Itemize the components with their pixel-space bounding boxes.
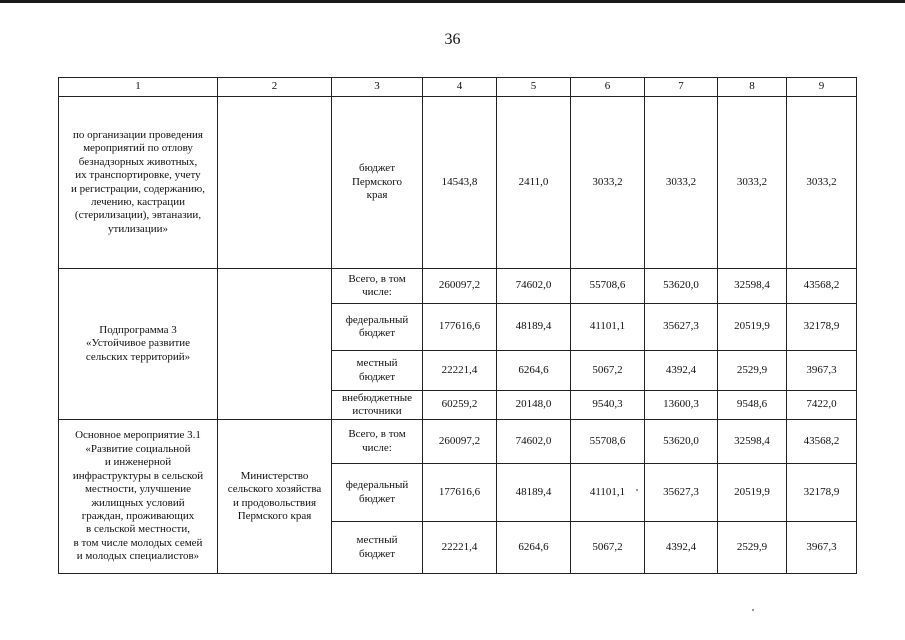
value-cell: 9540,3 [571, 391, 645, 420]
funding-source-cell: Всего, в том числе: [332, 269, 423, 304]
value-cell: 55708,6 [571, 269, 645, 304]
value-cell: 43568,2 [787, 269, 857, 304]
value-cell: 260097,2 [423, 420, 497, 464]
value-cell: 5067,2 [571, 351, 645, 391]
main-event-name-line: Основное мероприятие 3.1 [75, 429, 201, 442]
main-event-name-line: инфраструктуры в сельской [72, 469, 204, 482]
header-cell: 7 [645, 78, 718, 97]
value-cell: 6264,6 [497, 351, 571, 391]
event-name-line: по организации проведения [72, 128, 203, 141]
executor-line: и продовольствия [232, 496, 317, 509]
event-name-line: безнадзорных животных, [78, 155, 198, 168]
value-cell: 55708,6 [571, 420, 645, 464]
table-row [59, 97, 857, 269]
value-cell: 35627,3 [645, 304, 718, 351]
header-cell: 6 [571, 78, 645, 97]
subprogram-name-line: Подпрограмма 3 [99, 323, 177, 336]
subprogram-name-line: «Устойчивое развитие [85, 337, 191, 350]
value-cell: 3967,3 [787, 522, 857, 574]
value-cell: 60259,2 [423, 391, 497, 420]
funding-source-cell: внебюджетные источники [332, 391, 423, 420]
value-cell: 43568,2 [787, 420, 857, 464]
value-cell: 3033,2 [718, 97, 787, 269]
funding-source-cell: местный бюджет [332, 522, 423, 574]
value-cell: 4392,4 [645, 522, 718, 574]
value-cell: 177616,6 [423, 304, 497, 351]
value-cell: 3033,2 [645, 97, 718, 269]
value-cell: 48189,4 [497, 464, 571, 522]
value-cell: 32178,9 [787, 464, 857, 522]
value-cell: 260097,2 [423, 269, 497, 304]
main-event-name-line: граждан, проживающих [81, 509, 195, 522]
table-row [59, 420, 857, 464]
header-cell: 1 [59, 78, 218, 97]
value-cell: 41101,1 [571, 464, 645, 522]
value-cell: 7422,0 [787, 391, 857, 420]
value-cell: 2411,0 [497, 97, 571, 269]
executor-cell [218, 269, 332, 420]
value-cell: 20519,9 [718, 304, 787, 351]
value-cell: 32598,4 [718, 269, 787, 304]
value-cell: 32598,4 [718, 420, 787, 464]
value-cell: 3967,3 [787, 351, 857, 391]
value-cell: 22221,4 [423, 522, 497, 574]
event-name-line: мероприятий по отлову [83, 142, 193, 155]
value-cell: 74602,0 [497, 420, 571, 464]
value-cell: 53620,0 [645, 420, 718, 464]
funding-source-cell: федеральный бюджет [332, 464, 423, 522]
event-name-cell [59, 97, 218, 269]
value-cell: 9548,6 [718, 391, 787, 420]
value-cell: 74602,0 [497, 269, 571, 304]
event-name-line: лечению, кастрации [91, 195, 185, 208]
subprogram-name-line: сельских территорий» [85, 350, 191, 363]
value-cell: 4392,4 [645, 351, 718, 391]
value-cell: 32178,9 [787, 304, 857, 351]
funding-source-cell: бюджет Пермского края [332, 97, 423, 269]
executor-cell [218, 420, 332, 574]
value-cell: 41101,1 [571, 304, 645, 351]
funding-source-cell: федеральный бюджет [332, 304, 423, 351]
header-cell: 5 [497, 78, 571, 97]
value-cell: 13600,3 [645, 391, 718, 420]
scan-speck [636, 489, 638, 491]
main-event-name-line: в том числе молодых семей [73, 536, 203, 549]
main-event-name-line: и инженерной [104, 456, 172, 469]
value-cell: 5067,2 [571, 522, 645, 574]
executor-line: Пермского края [237, 509, 312, 522]
main-event-name-line: в сельской местности, [86, 523, 190, 536]
header-cell: 2 [218, 78, 332, 97]
header-cell: 4 [423, 78, 497, 97]
value-cell: 53620,0 [645, 269, 718, 304]
header-cell: 9 [787, 78, 857, 97]
executor-line: Министерство [240, 469, 309, 482]
value-cell: 22221,4 [423, 351, 497, 391]
page-number: 36 [444, 31, 461, 48]
main-event-name-line: местности, улучшение [84, 483, 192, 496]
value-cell: 3033,2 [571, 97, 645, 269]
scan-speck [752, 609, 754, 611]
main-event-name-line: жилищных условий [91, 496, 185, 509]
header-cell: 3 [332, 78, 423, 97]
header-row [59, 78, 857, 97]
main-event-name-line: и молодых специалистов» [76, 550, 200, 563]
scan-top-edge [0, 0, 905, 3]
budget-table [58, 77, 857, 574]
header-cell: 8 [718, 78, 787, 97]
value-cell: 14543,8 [423, 97, 497, 269]
value-cell: 6264,6 [497, 522, 571, 574]
value-cell: 3033,2 [787, 97, 857, 269]
table-row [59, 269, 857, 304]
value-cell: 177616,6 [423, 464, 497, 522]
executor-line: сельского хозяйства [227, 483, 322, 496]
value-cell: 20148,0 [497, 391, 571, 420]
subprogram-name-cell [59, 269, 218, 420]
executor-cell [218, 97, 332, 269]
value-cell: 2529,9 [718, 351, 787, 391]
funding-source-cell: местный бюджет [332, 351, 423, 391]
event-name-line: их транспортировке, учету [75, 169, 201, 182]
value-cell: 48189,4 [497, 304, 571, 351]
value-cell: 35627,3 [645, 464, 718, 522]
event-name-line: (стерилизации), эвтаназии, [74, 209, 202, 222]
value-cell: 20519,9 [718, 464, 787, 522]
funding-source-cell: Всего, в том числе: [332, 420, 423, 464]
event-name-line: и регистрации, содержанию, [70, 182, 206, 195]
value-cell: 2529,9 [718, 522, 787, 574]
main-event-name-line: «Развитие социальной [85, 442, 191, 455]
event-name-line: утилизации» [108, 222, 168, 235]
main-event-name-cell [59, 420, 218, 574]
